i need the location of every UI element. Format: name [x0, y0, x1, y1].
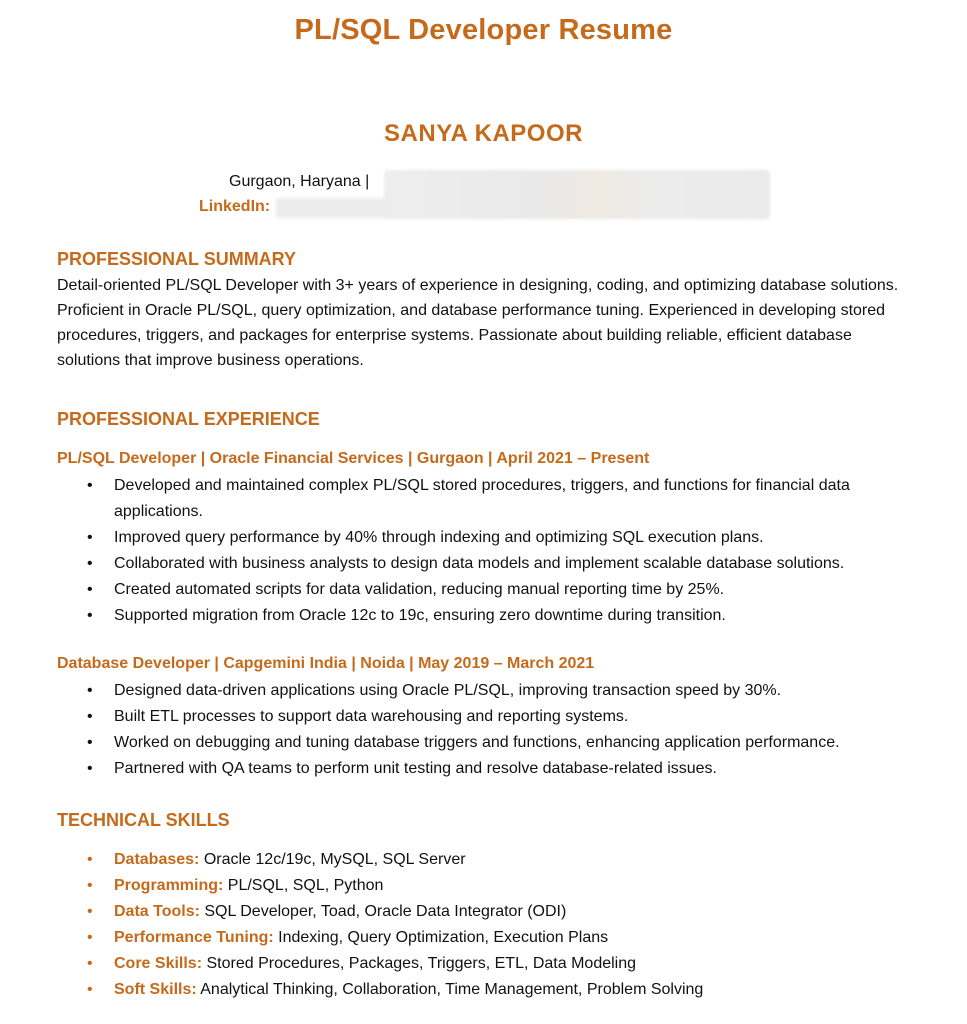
skill-value: Oracle 12c/19c, MySQL, SQL Server	[199, 851, 466, 868]
linkedin-label: LinkedIn:	[199, 198, 271, 215]
bullet-icon: •	[87, 955, 93, 972]
redacted-linkedin-url	[276, 198, 388, 218]
list-item: • Improved query performance by 40% through indexing and optimizing SQL execution plans.	[57, 525, 917, 551]
list-item	[57, 951, 917, 977]
experience-section	[57, 407, 917, 431]
skill-label: Data Tools:	[114, 903, 200, 920]
skill-value: Analytical Thinking, Collaboration, Time Management, Problem Solving	[196, 981, 704, 998]
skill-label: Performance Tuning:	[114, 929, 274, 946]
list-item: • Collaborated with business analysts to design data models and implement scalable database solutions.	[57, 551, 917, 577]
job-bullets	[57, 473, 917, 629]
summary-heading: PROFESSIONAL SUMMARY	[57, 249, 297, 269]
bullet-icon: •	[87, 581, 93, 598]
skills-list	[57, 847, 917, 1003]
bullet-icon: •	[87, 708, 93, 725]
skills-heading: TECHNICAL SKILLS	[57, 810, 230, 830]
bullet-icon: •	[87, 607, 93, 624]
bullet-icon: •	[87, 851, 93, 868]
bullet-icon: •	[87, 529, 93, 546]
list-item: • Built ETL processes to support data warehousing and reporting systems.	[57, 704, 917, 730]
redacted-contact-info	[384, 170, 770, 219]
bullet-icon: •	[87, 903, 93, 920]
job-entry	[57, 653, 917, 782]
list-item: • Supported migration from Oracle 12c to 19c, ensuring zero downtime during transition.	[57, 603, 917, 629]
list-item	[57, 899, 917, 925]
candidate-name: SANYA KAPOOR	[384, 120, 583, 147]
bullet-icon: •	[87, 929, 93, 946]
skill-label: Soft Skills:	[114, 981, 197, 998]
skill-value: Stored Procedures, Packages, Triggers, ETL, Data Modeling	[202, 955, 637, 972]
job-entry	[57, 448, 917, 629]
bullet-icon: •	[87, 981, 93, 998]
job-title: PL/SQL Developer | Oracle Financial Services | Gurgaon | April 2021 – Present	[57, 450, 650, 467]
skill-label: Databases:	[114, 851, 200, 868]
bullet-icon: •	[87, 555, 93, 572]
experience-heading: PROFESSIONAL EXPERIENCE	[57, 409, 320, 429]
summary-section	[57, 247, 917, 373]
bullet-icon: •	[87, 877, 93, 894]
document-title: PL/SQL Developer Resume	[294, 14, 673, 46]
list-item	[57, 977, 917, 1003]
skill-label: Programming:	[114, 877, 224, 894]
contact-location: Gurgaon, Haryana |	[229, 173, 370, 190]
list-item: • Developed and maintained complex PL/SQL stored procedures, triggers, and functions for financial data applications.	[57, 473, 917, 525]
skill-value: SQL Developer, Toad, Oracle Data Integrator (ODI)	[199, 903, 567, 920]
list-item	[57, 873, 917, 899]
list-item: • Designed data-driven applications using Oracle PL/SQL, improving transaction speed by 30%.	[57, 678, 917, 704]
list-item: • Worked on debugging and tuning database triggers and functions, enhancing application performance.	[57, 730, 917, 756]
skill-value: Indexing, Query Optimization, Execution Plans	[273, 929, 609, 946]
job-bullets	[57, 678, 917, 782]
list-item: • Created automated scripts for data validation, reducing manual reporting time by 25%.	[57, 577, 917, 603]
bullet-icon: •	[87, 477, 93, 494]
summary-text: Detail-oriented PL/SQL Developer with 3+ years of experience in designing, coding, and optimizing database solutions. Proficient in Oracle PL/SQL, query optimization, and database performance tuning. Experienced in developing stored procedures, triggers, and packages for enterprise systems. Passionate about building reliable, efficient database solutions that improve business operations.	[57, 277, 899, 369]
bullet-icon: •	[87, 760, 93, 777]
bullet-icon: •	[87, 734, 93, 751]
skill-value: PL/SQL, SQL, Python	[223, 877, 384, 894]
skills-section	[57, 808, 917, 1003]
bullet-icon: •	[87, 682, 93, 699]
job-title: Database Developer | Capgemini India | Noida | May 2019 – March 2021	[57, 655, 595, 672]
list-item: • Partnered with QA teams to perform unit testing and resolve database-related issues.	[57, 756, 917, 782]
list-item	[57, 847, 917, 873]
list-item	[57, 925, 917, 951]
skill-label: Core Skills:	[114, 955, 203, 972]
